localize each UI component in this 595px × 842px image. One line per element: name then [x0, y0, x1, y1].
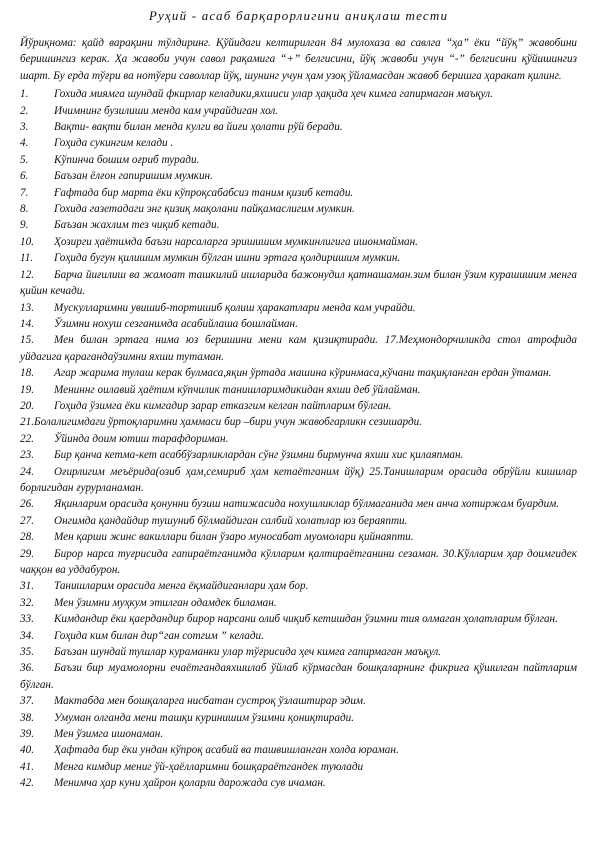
- question-number: 24.: [20, 465, 34, 478]
- question-item: [20, 332, 577, 365]
- question-number: 15.: [20, 334, 34, 347]
- question-item: [20, 382, 577, 398]
- question-number: 22.: [20, 432, 34, 445]
- question-list: [20, 86, 577, 791]
- question-number: 28.: [20, 531, 34, 544]
- question-number: 11.: [20, 252, 34, 265]
- question-text: Мен ўзимни муҳкум этилган одамдек биламан.: [54, 596, 277, 609]
- question-item: [20, 316, 577, 332]
- instruction-paragraph: Йўриқнома: қайд варақини тўлдиринг. Қўйидаги келтирилган 84 мулохаза ва савлга “ҳа” ёки “йўқ” жавобини беришингиз керак. Ҳа жавоби учун савол рақамига “+” белгисини, йўқ жавоби учун “-” белгисини қўйишингиз шарт. Бу ерда тўғри ва нотўғри саволлар йўқ, шунинг учун ҳам узоқ ўйламасдан жавоб беришга ҳаракат қилинг.: [20, 37, 577, 82]
- question-text: Мускулларимни увишиб-тортишиб қолиш ҳаракатлари менда кам учрайди.: [54, 301, 416, 314]
- question-item: [20, 119, 577, 135]
- question-text: 21.Болалигимдаги ўртоқларимни ҳаммаси бир –бири учун жавобгарликн сезишарди.: [20, 416, 423, 429]
- question-number: 40.: [20, 744, 34, 757]
- question-item: [20, 185, 577, 201]
- question-item: [20, 234, 577, 250]
- question-text: Ичимнинг бузилиши менда кам учрайдиган хол.: [54, 104, 279, 117]
- question-number: 6.: [20, 170, 29, 183]
- question-text: Мактабда мен бошқаларга нисбатан сустроқ ўзлаштирар эдим.: [54, 695, 366, 708]
- question-item: [20, 660, 577, 693]
- question-text: Вақти- вақти билан менда кулги ва йиғи ҳолати рўй беради.: [54, 121, 343, 134]
- question-item: [20, 103, 577, 119]
- question-text: Оғирлигим меъёрида(озиб ҳам,семириб ҳам кетаётганим йўқ) 25.Танишларим орасида обрўйли кишилар борлигидан ғурурланаман.: [20, 465, 577, 494]
- question-item: [20, 398, 577, 414]
- question-item: [20, 742, 577, 758]
- question-text: Гоҳида ўзимга ёки кимгадир зарар етказгим келган пайтларим бўлган.: [54, 399, 392, 412]
- question-text: Гохида газетадаги энг қизиқ мақолани пайқамаслигим мумкин.: [54, 203, 355, 216]
- question-text: Мен қарши жинс вакиллари билан ўзаро муносабат муомолари қийнаяпти.: [54, 531, 414, 544]
- question-text: Ғафтада бир марта ёки кўпроқсабабсиз таним қизиб кетади.: [54, 186, 354, 199]
- question-number: 5.: [20, 153, 29, 166]
- question-text: Баъзан жахлим тез чиқиб кетади.: [54, 219, 220, 232]
- question-number: 19.: [20, 383, 34, 396]
- question-item: [20, 168, 577, 184]
- question-text: Менимча ҳар куни ҳайрон қоларли дарожада сув ичаман.: [54, 777, 326, 790]
- question-number: 1.: [20, 88, 29, 101]
- question-number: 41.: [20, 760, 34, 773]
- question-text: Мен билан эртага нима юз беришини мени кам қизиқтиради. 17.Меҳмондорчиликда стол атрофида уйдагига қарагандаўзимни яхши тутаман.: [20, 334, 577, 363]
- question-text: Яқинларим орасида қонунни бузиш натижасида нохушликлар бўлмаганида мен анча хотиржам буардим.: [54, 498, 560, 511]
- question-number: 42.: [20, 777, 34, 790]
- question-number: 29.: [20, 547, 34, 560]
- question-number: 23.: [20, 449, 34, 462]
- question-text: Баъзи бир муамолорни ечаётгандаяхшилаб ўйлаб кўрмасдан бошқаларнинг фикрига қўшилган пайтларим бўлган.: [20, 662, 577, 691]
- question-number: 14.: [20, 317, 34, 330]
- question-number: 12.: [20, 268, 34, 281]
- question-number: 8.: [20, 203, 29, 216]
- question-text: Ҳафтада бир ёки ундан кўпроқ асабий ва ташвишланган холда юраман.: [54, 744, 399, 757]
- question-item: [20, 595, 577, 611]
- question-item: [20, 628, 577, 644]
- question-number: 38.: [20, 711, 34, 724]
- question-text: Агар жарима тулаш керак булмаса,яқин ўртада машина кўринмаса,кўчани тақиқланган ердан ўтаман.: [54, 367, 552, 380]
- question-item: [20, 86, 577, 102]
- question-text: Ўзимни нохуш сезганимда асабийлаша бошлайман.: [54, 317, 298, 330]
- question-number: 39.: [20, 728, 34, 741]
- question-number: 2.: [20, 104, 29, 117]
- question-text: Гоҳида бугун қилишим мумкин бўлган ишни эртага қолдиришим мумкин.: [54, 252, 401, 265]
- question-item: [20, 464, 577, 497]
- question-item: [20, 496, 577, 512]
- question-item: [20, 546, 577, 579]
- question-text: Гоҳида ким билан дир“ган сотгим ” келади.: [54, 629, 264, 642]
- question-text: Ҳозирги ҳаётимда баъзи нарсаларга эришишим мумкинлигига ишонмайман.: [54, 235, 418, 248]
- question-number: 7.: [20, 186, 29, 199]
- question-item: [20, 578, 577, 594]
- question-item: [20, 365, 577, 381]
- question-item: [20, 250, 577, 266]
- question-text: Танишларим орасида менга ёқмайдиганлари ҳам бор.: [54, 580, 309, 593]
- question-text: Кўпинча бошим оғриб туради.: [54, 153, 200, 166]
- question-item: [20, 152, 577, 168]
- question-text: Баъзан шундай тушлар кураманки улар тўғрисида ҳеч кимга гапирмаган маъқул.: [54, 646, 442, 659]
- question-number: 36.: [20, 662, 34, 675]
- question-item: [20, 759, 577, 775]
- question-item: [20, 217, 577, 233]
- question-text: Бир қанча кетма-кет асаббўзарликлардан сўнг ўзимни бирмунча яхши хис қилаяпман.: [54, 449, 464, 462]
- question-text: Ўйинда доим ютиш тарафдориман.: [54, 432, 229, 445]
- question-item: [20, 431, 577, 447]
- question-number: 32.: [20, 596, 34, 609]
- question-item: [20, 529, 577, 545]
- question-number: 35.: [20, 646, 34, 659]
- question-text: Онгимда қандайдир тушуниб бўлмайдиган салбий холатлар юз бераяпти.: [54, 514, 408, 527]
- question-number: 13.: [20, 301, 34, 314]
- question-item: [20, 135, 577, 151]
- question-item: [20, 447, 577, 463]
- question-item: [20, 300, 577, 316]
- question-item: [20, 513, 577, 529]
- question-item: [20, 710, 577, 726]
- question-text: Мен ўзимга ишонаман.: [54, 728, 164, 741]
- question-number: 20.: [20, 399, 34, 412]
- question-item: [20, 726, 577, 742]
- question-number: 34.: [20, 629, 34, 642]
- question-number: 27.: [20, 514, 34, 527]
- question-number: 18.: [20, 367, 34, 380]
- question-number: 37.: [20, 695, 34, 708]
- question-text: Бирор нарса туғрисида гапираётганимда кўлларим қалтираётганини сезаман. 30.Кўлларим ҳар доимгидек чаққон ва уддабурон.: [20, 547, 577, 576]
- question-text: Мениннг оилавий ҳаётим кўпчилик танишларимдикидан яхши деб ўйлайман.: [54, 383, 421, 396]
- question-item: [20, 644, 577, 660]
- question-number: 4.: [20, 137, 29, 150]
- question-item: [20, 201, 577, 217]
- question-item: [20, 414, 577, 430]
- question-text: Гохида миямга шундай фкирлар келадики,яхшиси улар ҳақида ҳеч кимга гапирмаган маъқул.: [54, 88, 493, 101]
- question-text: Кимдандир ёки қаердандир бирор нарсани олиб чиқиб кетишдан ўзимни тия олмаган ҳолатларим бўлган.: [54, 613, 558, 626]
- question-text: Барча йиғилиш ва жамоат ташкилий ишларида бажонудил қатнашаман.зим билан ўзим курашишим менга қийин кечади.: [20, 268, 577, 298]
- question-item: [20, 611, 577, 627]
- question-number: 10.: [20, 235, 34, 248]
- question-item: [20, 775, 577, 791]
- question-number: 26.: [20, 498, 34, 511]
- question-text: Менга кимдир мениг ўй-ҳаёлларимни бошқараётгандек туюлади: [54, 760, 364, 773]
- question-number: 31.: [20, 580, 34, 593]
- page-title: Руҳий - асаб барқарорлигини аниқлаш тести: [148, 8, 449, 23]
- question-text: Умуман олганда мени ташқи куринишим ўзимни қониқтиради.: [54, 711, 355, 724]
- question-text: Баъзан ёлғон гапиришим мумкин.: [54, 170, 213, 183]
- question-text: Гоҳида сукингим келади .: [54, 137, 174, 150]
- question-number: 9.: [20, 219, 29, 232]
- question-number: 3.: [20, 121, 29, 134]
- question-number: 33.: [20, 613, 34, 626]
- question-item: [20, 693, 577, 709]
- question-item: [20, 267, 577, 300]
